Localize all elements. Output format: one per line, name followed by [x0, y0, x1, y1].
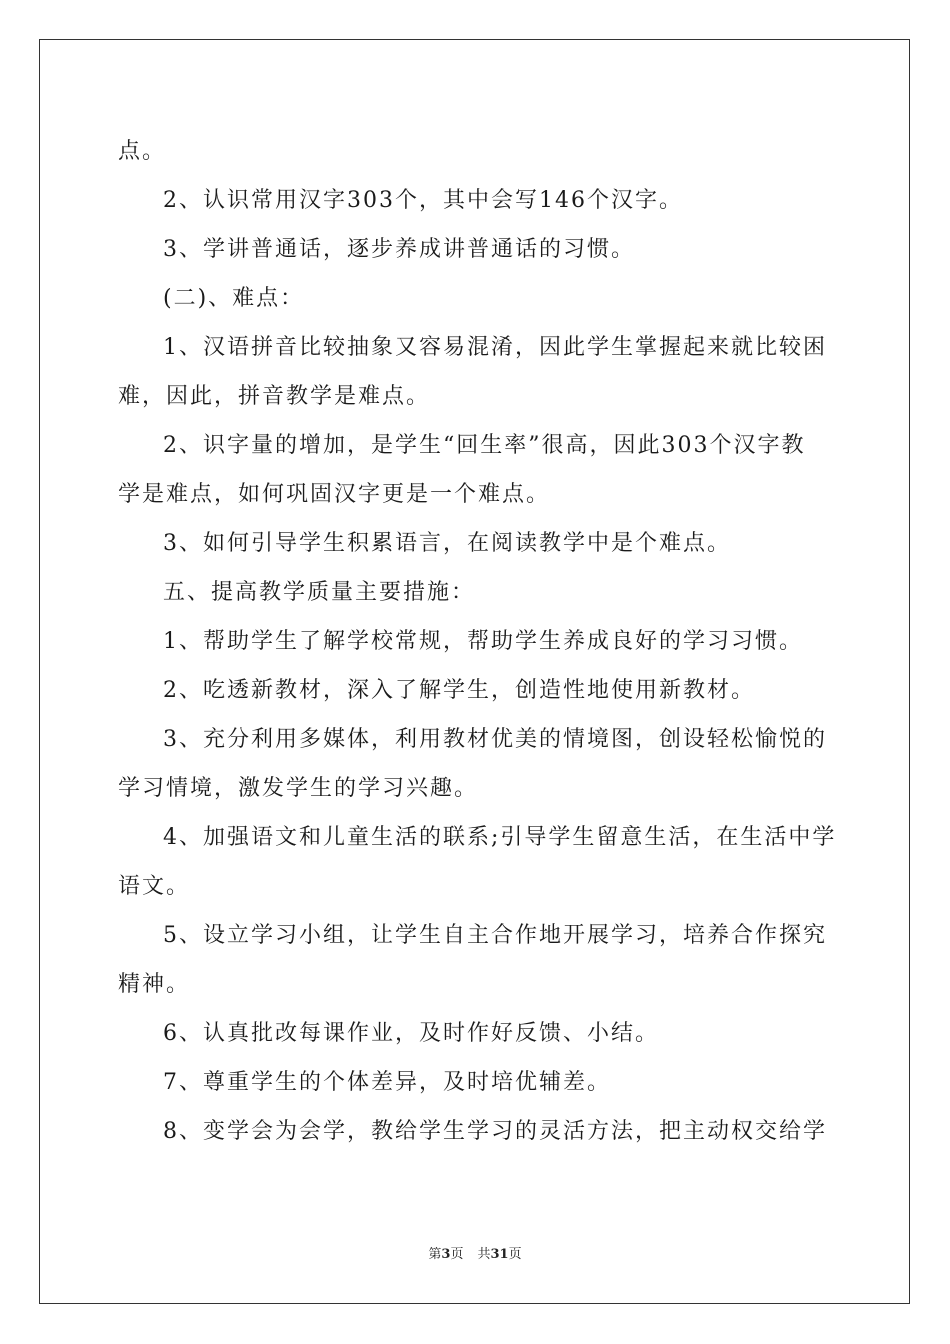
text-line: 难，因此，拼音教学是难点。 [118, 384, 431, 409]
section-heading: 五、提高教学质量主要措施： [163, 580, 476, 605]
total-page-number: 31 [490, 1247, 509, 1262]
text-line: 3、如何引导学生积累语言，在阅读教学中是个难点。 [163, 531, 731, 556]
text-line: 语文。 [118, 874, 191, 899]
text-line: 8、变学会为会学，教给学生学习的灵活方法，把主动权交给学 [163, 1119, 827, 1144]
page-prefix: 第 [428, 1247, 442, 1262]
text-line: 1、汉语拼音比较抽象又容易混淆，因此学生掌握起来就比较困 [163, 335, 827, 360]
page-suffix: 页 [450, 1247, 464, 1262]
text-line: 1、帮助学生了解学校常规，帮助学生养成良好的学习习惯。 [163, 629, 803, 654]
current-page-number: 3 [441, 1247, 451, 1262]
page-footer [0, 1246, 950, 1264]
text-line: 3、学讲普通话，逐步养成讲普通话的习惯。 [163, 237, 635, 262]
text-line: 7、尊重学生的个体差异，及时培优辅差。 [163, 1070, 611, 1095]
text-line: 2、认识常用汉字303个，其中会写146个汉字。 [163, 188, 683, 213]
total-prefix: 共 [477, 1247, 491, 1262]
text-line: 3、充分利用多媒体，利用教材优美的情境图，创设轻松愉悦的 [163, 727, 827, 752]
text-line: 2、识字量的增加，是学生“回生率”很高，因此303个汉字教 [163, 433, 806, 458]
text-line: 6、认真批改每课作业，及时作好反馈、小结。 [163, 1021, 659, 1046]
text-line: 学是难点，如何巩固汉字更是一个难点。 [118, 482, 551, 507]
text-line: 精神。 [118, 972, 191, 997]
text-line: 5、设立学习小组，让学生自主合作地开展学习，培养合作探究 [163, 923, 827, 948]
text-line: 2、吃透新教材，深入了解学生，创造性地使用新教材。 [163, 678, 755, 703]
text-line: 4、加强语文和儿童生活的联系;引导学生留意生活，在生活中学 [163, 825, 837, 850]
text-line: 学习情境，激发学生的学习兴趣。 [118, 776, 479, 801]
document-body [118, 127, 836, 1156]
section-heading: (二)、难点： [163, 286, 305, 311]
text-line: 点。 [118, 139, 167, 164]
total-suffix: 页 [508, 1247, 522, 1262]
